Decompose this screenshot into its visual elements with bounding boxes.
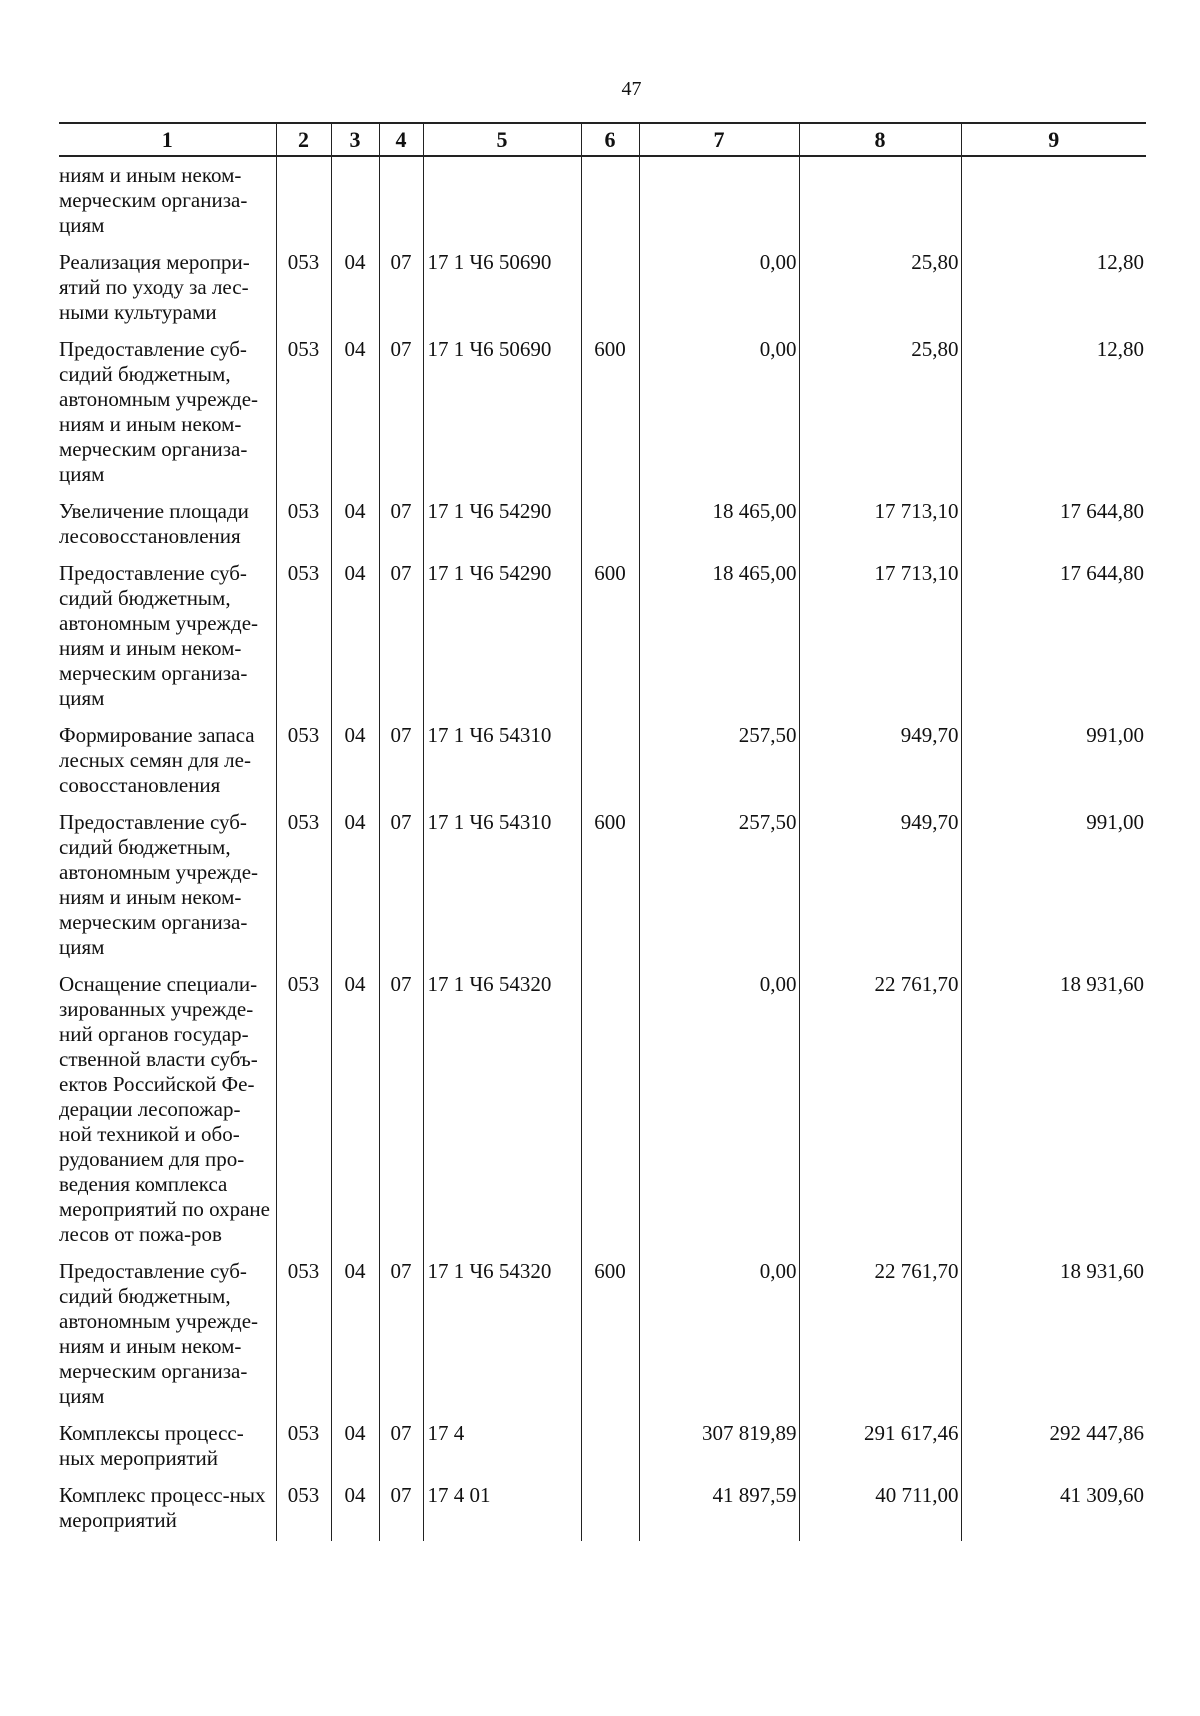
cell-col7: 18 465,00 <box>639 557 799 719</box>
cell-col2 <box>276 156 331 246</box>
cell-col7: 0,00 <box>639 246 799 333</box>
cell-col8: 25,80 <box>799 333 961 495</box>
cell-col7: 257,50 <box>639 719 799 806</box>
cell-col9: 292 447,86 <box>961 1417 1146 1479</box>
col-header-2: 2 <box>276 123 331 156</box>
col-header-9: 9 <box>961 123 1146 156</box>
cell-col9: 12,80 <box>961 246 1146 333</box>
cell-col5: 17 1 Ч6 54290 <box>423 495 581 557</box>
table-row <box>59 156 1146 246</box>
cell-col2: 053 <box>276 806 331 968</box>
cell-col9: 17 644,80 <box>961 557 1146 719</box>
cell-col4: 07 <box>379 1417 423 1479</box>
cell-col6 <box>581 495 639 557</box>
cell-col3: 04 <box>331 1417 379 1479</box>
cell-col5: 17 1 Ч6 54310 <box>423 719 581 806</box>
budget-table <box>59 122 1146 1541</box>
cell-col8: 17 713,10 <box>799 495 961 557</box>
table-row <box>59 495 1146 557</box>
cell-col2: 053 <box>276 333 331 495</box>
cell-col2: 053 <box>276 1417 331 1479</box>
cell-col4: 07 <box>379 968 423 1255</box>
cell-col7 <box>639 156 799 246</box>
cell-col4 <box>379 156 423 246</box>
cell-col5: 17 1 Ч6 50690 <box>423 246 581 333</box>
cell-col6 <box>581 1417 639 1479</box>
col-header-4: 4 <box>379 123 423 156</box>
cell-col9: 991,00 <box>961 719 1146 806</box>
col-header-7: 7 <box>639 123 799 156</box>
cell-col7: 41 897,59 <box>639 1479 799 1541</box>
cell-col3: 04 <box>331 719 379 806</box>
cell-col3: 04 <box>331 246 379 333</box>
cell-col3: 04 <box>331 495 379 557</box>
cell-col2: 053 <box>276 246 331 333</box>
col-header-1: 1 <box>59 123 276 156</box>
cell-col9: 18 931,60 <box>961 1255 1146 1417</box>
cell-col6 <box>581 968 639 1255</box>
row-name: Предоставление суб-сидий бюджетным, автономным учрежде-ниям и иным неком-мерческим организа-циям <box>59 337 259 486</box>
cell-col8: 25,80 <box>799 246 961 333</box>
cell-col9: 17 644,80 <box>961 495 1146 557</box>
cell-col9: 18 931,60 <box>961 968 1146 1255</box>
cell-col4: 07 <box>379 495 423 557</box>
cell-col3 <box>331 156 379 246</box>
col-header-5: 5 <box>423 123 581 156</box>
cell-col7: 18 465,00 <box>639 495 799 557</box>
cell-col8: 949,70 <box>799 719 961 806</box>
row-name: Реализация меропри-ятий по уходу за лес-ными культурами <box>59 250 250 324</box>
row-name: Комплекс процесс-ных мероприятий <box>59 1483 266 1532</box>
cell-col7: 0,00 <box>639 968 799 1255</box>
cell-col5: 17 1 Ч6 54310 <box>423 806 581 968</box>
cell-col5: 17 1 Ч6 54320 <box>423 968 581 1255</box>
cell-col7: 307 819,89 <box>639 1417 799 1479</box>
cell-col4: 07 <box>379 806 423 968</box>
cell-col5: 17 4 <box>423 1417 581 1479</box>
page-number: 47 <box>621 78 642 100</box>
cell-col2: 053 <box>276 557 331 719</box>
row-name: Комплексы процесс-ных мероприятий <box>59 1421 244 1470</box>
cell-col8: 40 711,00 <box>799 1479 961 1541</box>
cell-col3: 04 <box>331 1255 379 1417</box>
row-name: Предоставление суб-сидий бюджетным, автономным учрежде-ниям и иным неком-мерческим организа-циям <box>59 1259 259 1408</box>
cell-col6: 600 <box>581 333 639 495</box>
col-header-8: 8 <box>799 123 961 156</box>
cell-col6 <box>581 156 639 246</box>
cell-col4: 07 <box>379 1479 423 1541</box>
row-name: ниям и иным неком-мерческим организа-циям <box>59 163 248 237</box>
cell-col5: 17 1 Ч6 50690 <box>423 333 581 495</box>
cell-col2: 053 <box>276 495 331 557</box>
row-name: Предоставление суб-сидий бюджетным, автономным учрежде-ниям и иным неком-мерческим организа-циям <box>59 561 259 710</box>
cell-col2: 053 <box>276 719 331 806</box>
cell-col8: 949,70 <box>799 806 961 968</box>
cell-col4: 07 <box>379 1255 423 1417</box>
cell-col9 <box>961 156 1146 246</box>
cell-col8: 22 761,70 <box>799 1255 961 1417</box>
cell-col2: 053 <box>276 1479 331 1541</box>
cell-col8: 17 713,10 <box>799 557 961 719</box>
cell-col5: 17 1 Ч6 54320 <box>423 1255 581 1417</box>
table-row <box>59 806 1146 968</box>
cell-col3: 04 <box>331 333 379 495</box>
cell-col5: 17 1 Ч6 54290 <box>423 557 581 719</box>
col-header-3: 3 <box>331 123 379 156</box>
cell-col3: 04 <box>331 806 379 968</box>
table-row <box>59 968 1146 1255</box>
cell-col9: 12,80 <box>961 333 1146 495</box>
cell-col8: 22 761,70 <box>799 968 961 1255</box>
table-row <box>59 557 1146 719</box>
cell-col6: 600 <box>581 1255 639 1417</box>
cell-col8 <box>799 156 961 246</box>
cell-col6 <box>581 246 639 333</box>
cell-col4: 07 <box>379 557 423 719</box>
cell-col5 <box>423 156 581 246</box>
cell-col7: 257,50 <box>639 806 799 968</box>
cell-col6 <box>581 1479 639 1541</box>
cell-col9: 991,00 <box>961 806 1146 968</box>
table-row <box>59 246 1146 333</box>
row-name: Оснащение специали-зированных учрежде-ний органов государ-ственной власти субъ-ектов Российской Фе-дерации лесопожар-ной техникой и обо-рудованием для про-ведения комплекса мероприятий по охране лесов от пожа-ров <box>59 972 270 1246</box>
cell-col5: 17 4 01 <box>423 1479 581 1541</box>
table-row <box>59 719 1146 806</box>
cell-col6 <box>581 719 639 806</box>
row-name: Увеличение площади лесовосстановления <box>59 499 249 548</box>
cell-col7: 0,00 <box>639 1255 799 1417</box>
cell-col4: 07 <box>379 333 423 495</box>
row-name: Формирование запаса лесных семян для ле-совосстановления <box>59 723 255 797</box>
col-header-6: 6 <box>581 123 639 156</box>
cell-col3: 04 <box>331 557 379 719</box>
cell-col4: 07 <box>379 246 423 333</box>
cell-col6: 600 <box>581 557 639 719</box>
row-name: Предоставление суб-сидий бюджетным, автономным учрежде-ниям и иным неком-мерческим организа-циям <box>59 810 259 959</box>
table-row <box>59 1479 1146 1541</box>
cell-col3: 04 <box>331 1479 379 1541</box>
table-row <box>59 1255 1146 1417</box>
cell-col7: 0,00 <box>639 333 799 495</box>
cell-col2: 053 <box>276 968 331 1255</box>
cell-col3: 04 <box>331 968 379 1255</box>
cell-col9: 41 309,60 <box>961 1479 1146 1541</box>
table-row <box>59 333 1146 495</box>
cell-col8: 291 617,46 <box>799 1417 961 1479</box>
table-row <box>59 1417 1146 1479</box>
cell-col4: 07 <box>379 719 423 806</box>
cell-col2: 053 <box>276 1255 331 1417</box>
header-row <box>59 123 1146 156</box>
cell-col6: 600 <box>581 806 639 968</box>
